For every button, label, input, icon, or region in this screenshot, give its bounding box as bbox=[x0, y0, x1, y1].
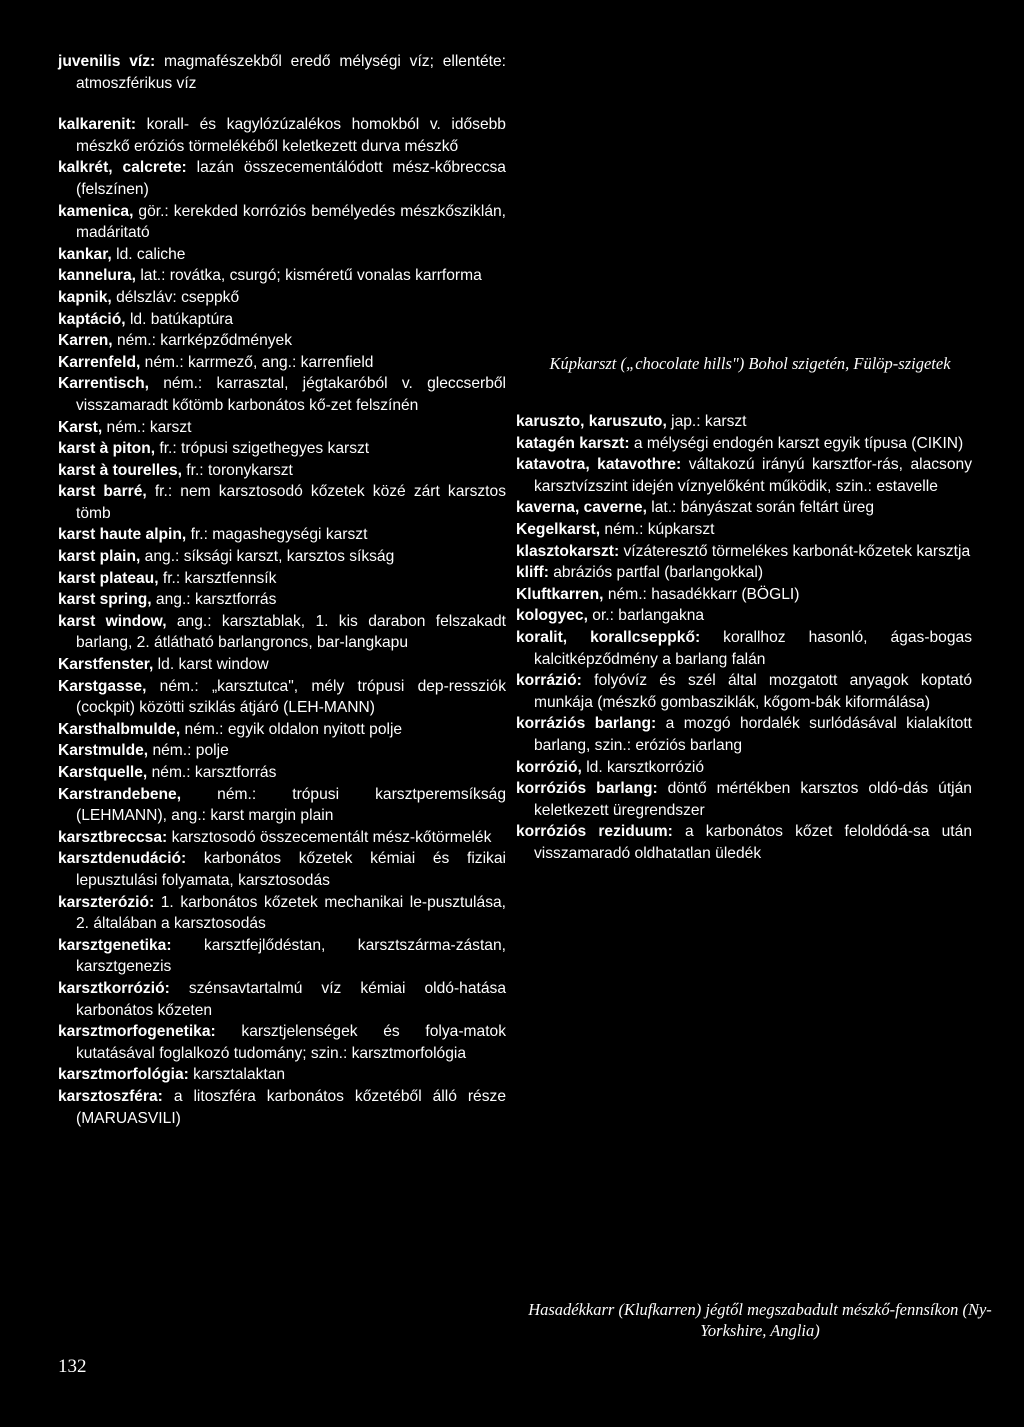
entry-definition: ang.: karsztforrás bbox=[151, 591, 277, 609]
entry-definition: ld. karsztkorrózió bbox=[581, 758, 705, 776]
entry-term: klasztokarszt: bbox=[516, 542, 620, 560]
entry-kalkarenit bbox=[58, 114, 506, 157]
entry-karst-spring bbox=[58, 589, 506, 611]
entry-term: karst barré, bbox=[58, 483, 147, 501]
entry-karst-window bbox=[58, 611, 506, 654]
entry-gap bbox=[58, 94, 506, 114]
entry-term: Karstmulde, bbox=[58, 742, 149, 760]
entry-term: karst haute alpin, bbox=[58, 526, 187, 544]
entry-term: karst plateau, bbox=[58, 569, 159, 587]
entry-definition: döntő mértékben karsztos oldó-dás útján keletkezett üregrendszer bbox=[534, 780, 972, 819]
entry-definition: ang.: síksági karszt, karsztos síkság bbox=[140, 548, 395, 566]
entry-karsthalbmulde bbox=[58, 719, 506, 741]
entry-definition: ném.: polje bbox=[148, 742, 229, 760]
entry-korrazio bbox=[516, 670, 972, 713]
entry-karsztkorrozio bbox=[58, 978, 506, 1021]
entry-karstrandebene bbox=[58, 784, 506, 827]
entry-definition: ld. caliche bbox=[111, 245, 186, 263]
entry-kliff bbox=[516, 562, 972, 584]
entry-definition: fr.: magashegységi karszt bbox=[186, 526, 368, 544]
entry-karsztbreccsa bbox=[58, 827, 506, 849]
entry-karszterozio bbox=[58, 892, 506, 935]
entry-kologyec bbox=[516, 605, 972, 627]
entry-karrentisch bbox=[58, 373, 506, 416]
entry-term: koralit, korallcseppkő: bbox=[516, 628, 701, 646]
entry-definition: ném.: karrképződmények bbox=[112, 332, 293, 350]
entry-koralit bbox=[516, 627, 972, 670]
entry-term: kankar, bbox=[58, 245, 112, 263]
entry-term: korráziós barlang: bbox=[516, 715, 657, 733]
entry-definition: korall- és kagylózúzalékos homokból v. idősebb mészkő eróziós törmelékéből keletkezett durva mészkő bbox=[76, 116, 506, 155]
entry-term: Karren, bbox=[58, 332, 113, 350]
entry-karstmulde bbox=[58, 740, 506, 762]
entry-kluftkarren bbox=[516, 584, 972, 606]
entry-karsztoszfera bbox=[58, 1086, 506, 1129]
entry-definition: lat.: bányászat során feltárt üreg bbox=[646, 499, 875, 517]
entry-karsztmorfologia bbox=[58, 1064, 506, 1086]
entry-definition: a mélységi endogén karszt egyik típusa (CIKIN) bbox=[629, 434, 964, 452]
entry-term: karszterózió: bbox=[58, 893, 155, 911]
figure-caption-top: Kúpkarszt („chocolate hills") Bohol szigetén, Fülöp-szigetek bbox=[549, 354, 951, 373]
entry-definition: folyóvíz és szél által mozgatott anyagok koptató munkája (mészkő gombasziklák, kőgom-bák kiformálása) bbox=[534, 672, 972, 711]
entry-definition: ném.: karszt bbox=[102, 418, 192, 436]
entry-definition: ang.: karsztablak, 1. kis darabon felszakadt barlang, 2. átlátható barlangroncs, bar-langkapu bbox=[76, 612, 506, 652]
entry-kaverna bbox=[516, 497, 972, 519]
entry-term: karsztoszféra: bbox=[58, 1087, 163, 1105]
entry-karst-a-piton bbox=[58, 438, 506, 460]
entry-karst bbox=[58, 417, 506, 439]
entry-term: Karstquelle, bbox=[58, 764, 148, 781]
entry-term: kalkrét, calcrete: bbox=[58, 159, 187, 177]
entry-definition: korallhoz hasonló, ágas-bogas kalcitképződmény a barlang falán bbox=[534, 628, 972, 668]
entry-definition: ném.: hasadékkarr (BÖGLI) bbox=[603, 585, 800, 603]
entry-definition: délszláv: cseppkő bbox=[111, 288, 240, 306]
entry-karuszto bbox=[516, 411, 972, 433]
entry-definition: magmafészekből eredő mélységi víz; ellentéte: atmoszférikus víz bbox=[76, 53, 506, 92]
entry-karst-a-tourelles bbox=[58, 460, 506, 482]
entry-term: karst spring, bbox=[58, 591, 152, 609]
entry-klasztokarszt bbox=[516, 541, 972, 563]
entry-term: korrózió, bbox=[516, 758, 582, 776]
entry-karst-plateau bbox=[58, 568, 506, 590]
entry-definition: abráziós partfal (barlangokkal) bbox=[548, 564, 764, 582]
entry-term: karsztmorfogenetika: bbox=[58, 1023, 216, 1041]
entry-karsztdenudacio bbox=[58, 848, 506, 891]
entry-karstfenster bbox=[58, 654, 506, 676]
entry-definition: or.: barlangakna bbox=[587, 607, 705, 625]
entry-term: Karstfenster, bbox=[58, 656, 154, 674]
entry-definition: ném.: egyik oldalon nyitott polje bbox=[180, 720, 403, 738]
entry-term: kaptáció, bbox=[58, 310, 126, 328]
entry-term: karsztkorrózió: bbox=[58, 979, 170, 997]
entry-term: Karstgasse, bbox=[58, 677, 147, 695]
entry-kamenica bbox=[58, 201, 506, 244]
right-column bbox=[516, 411, 972, 864]
page-number: 132 bbox=[58, 1356, 87, 1377]
entry-karst-plain bbox=[58, 546, 506, 568]
entry-karstgasse bbox=[58, 676, 506, 719]
entry-term: karsztmorfológia: bbox=[58, 1066, 189, 1084]
entry-kannelura bbox=[58, 265, 506, 287]
entry-definition: ném.: karrasztal, jégtakaróból v. gleccserből visszamaradt kőtömb karbonátos kő-zet felszínén bbox=[76, 375, 506, 414]
entry-definition: a karbonátos kőzet feloldódá-sa után visszamaradó oldhatatlan üledék bbox=[534, 823, 972, 862]
entry-term: korróziós reziduum: bbox=[516, 823, 673, 841]
entry-definition: ld. karst window bbox=[153, 656, 269, 674]
entry-term: Kluftkarren, bbox=[516, 585, 604, 603]
entry-term: karst plain, bbox=[58, 548, 141, 566]
entry-definition: fr.: toronykarszt bbox=[181, 461, 293, 479]
entry-definition: karsztfejlődéstan, karsztszárma-zástan, karsztgenezis bbox=[76, 936, 506, 976]
entry-definition: fr.: karsztfennsík bbox=[158, 569, 277, 587]
entry-term: Karsthalbmulde, bbox=[58, 720, 181, 738]
entry-kalkret bbox=[58, 157, 506, 200]
entry-definition: ném.: karrmező, ang.: karrenfield bbox=[140, 353, 374, 371]
entry-term: korrázió: bbox=[516, 672, 582, 690]
entry-term: kaverna, caverne, bbox=[516, 499, 647, 517]
entry-term: juvenilis víz: bbox=[58, 53, 156, 70]
entry-karst-barre bbox=[58, 481, 506, 524]
entry-korrozio bbox=[516, 757, 972, 779]
entry-definition: a litoszféra karbonátos kőzetéből álló része (MARUASVILI) bbox=[76, 1087, 506, 1127]
entry-definition: váltakozú irányú karsztfor-rás, alacsony karsztvízszint idején víznyelőként működik, szin.: estavelle bbox=[534, 456, 972, 495]
entry-term: karst à piton, bbox=[58, 440, 156, 458]
entry-korrozios-reziduum bbox=[516, 821, 972, 864]
entry-kankar bbox=[58, 244, 506, 266]
entry-karren bbox=[58, 330, 506, 352]
entry-term: korróziós barlang: bbox=[516, 780, 658, 798]
entry-term: Karstrandebene, bbox=[58, 785, 182, 803]
entry-karrenfeld bbox=[58, 352, 506, 374]
entry-karstquelle bbox=[58, 762, 506, 784]
entry-definition: karsztalaktan bbox=[188, 1066, 286, 1084]
entry-kaptacio bbox=[58, 309, 506, 331]
entry-definition: ném.: trópusi karsztperemsíkság (LEHMANN), ang.: karst margin plain bbox=[76, 785, 506, 825]
entry-term: kamenica, bbox=[58, 202, 134, 220]
entry-term: Karst, bbox=[58, 418, 103, 436]
entry-definition: ném.: „karsztutca", mély trópusi dep-ressziók (cockpit) közötti sziklás átjáró (LEH-MANN) bbox=[76, 677, 506, 717]
entry-term: karsztdenudáció: bbox=[58, 850, 187, 868]
entry-karsztgenetika bbox=[58, 935, 506, 978]
entry-kapnik bbox=[58, 287, 506, 309]
entry-definition: szénsavtartalmú víz kémiai oldó-hatása karbonátos kőzeten bbox=[76, 979, 506, 1019]
entry-term: kliff: bbox=[516, 564, 549, 582]
entry-definition: karsztjelenségek és folya-matok kutatásával foglalkozó tudomány; szin.: karsztmorfológia bbox=[76, 1023, 506, 1062]
entry-term: karst window, bbox=[58, 612, 167, 630]
entry-definition: ld. batúkaptúra bbox=[125, 310, 234, 328]
entry-katavotra bbox=[516, 454, 972, 497]
entry-term: kannelura, bbox=[58, 267, 136, 285]
entry-term: Karrenfeld, bbox=[58, 353, 141, 371]
entry-definition: karbonátos kőzetek kémiai és fizikai lepusztulási folyamata, karsztosodás bbox=[76, 850, 506, 889]
entry-definition: fr.: trópusi szigethegyes karszt bbox=[155, 440, 370, 458]
entry-term: kalkarenit: bbox=[58, 116, 137, 134]
entry-definition: a mozgó hordalék surlódásával kialakított barlang, szin.: eróziós barlang bbox=[534, 715, 973, 754]
entry-katagen-karszt bbox=[516, 433, 972, 455]
entry-definition: vízáteresztő törmelékes karbonát-kőzetek karsztja bbox=[619, 542, 971, 560]
entry-term: Kegelkarst, bbox=[516, 520, 601, 538]
entry-kegelkarst bbox=[516, 519, 972, 541]
entry-definition: lat.: rovátka, csurgó; kisméretű vonalas karrforma bbox=[136, 267, 482, 285]
entry-korrazios-barlang bbox=[516, 713, 972, 756]
entry-definition: fr.: nem karsztosodó kőzetek közé zárt karsztos tömb bbox=[76, 483, 506, 522]
entry-term: karsztgenetika: bbox=[58, 936, 172, 954]
entry-definition: ném.: karsztforrás bbox=[147, 764, 277, 781]
entry-term: katagén karszt: bbox=[516, 434, 630, 452]
entry-definition: 1. karbonátos kőzetek mechanikai le-pusztulása, 2. általában a karsztosodás bbox=[76, 893, 506, 933]
entry-definition: karsztosodó összecementált mész-kőtörmelék bbox=[167, 828, 492, 846]
entry-term: karuszto, karuszuto, bbox=[516, 413, 667, 430]
entry-term: katavotra, katavothre: bbox=[516, 456, 682, 474]
entry-definition: lazán összecementálódott mész-kőbreccsa (felszínen) bbox=[76, 159, 506, 198]
entry-karsztmorfogenetika bbox=[58, 1021, 506, 1064]
entry-term: kologyec, bbox=[516, 607, 588, 625]
entry-term: karsztbreccsa: bbox=[58, 828, 168, 846]
entry-korrozios-barlang bbox=[516, 778, 972, 821]
figure-caption-bottom: Hasadékkarr (Klufkarren) jégtől megszabadult mészkő-fennsíkon (Ny-Yorkshire, Anglia) bbox=[528, 1300, 992, 1340]
entry-definition: ném.: kúpkarszt bbox=[600, 520, 715, 538]
entry-term: karst à tourelles, bbox=[58, 461, 182, 479]
left-column bbox=[58, 51, 506, 1129]
entry-term: kapnik, bbox=[58, 288, 112, 306]
entry-karst-haute-alpin bbox=[58, 524, 506, 546]
entry-term: Karrentisch, bbox=[58, 375, 149, 393]
entry-definition: gör.: kerekded korróziós bemélyedés mészkősziklán, madáritató bbox=[76, 202, 506, 242]
entry-definition: jap.: karszt bbox=[666, 413, 747, 430]
entry-juvenilis-viz bbox=[58, 51, 506, 94]
